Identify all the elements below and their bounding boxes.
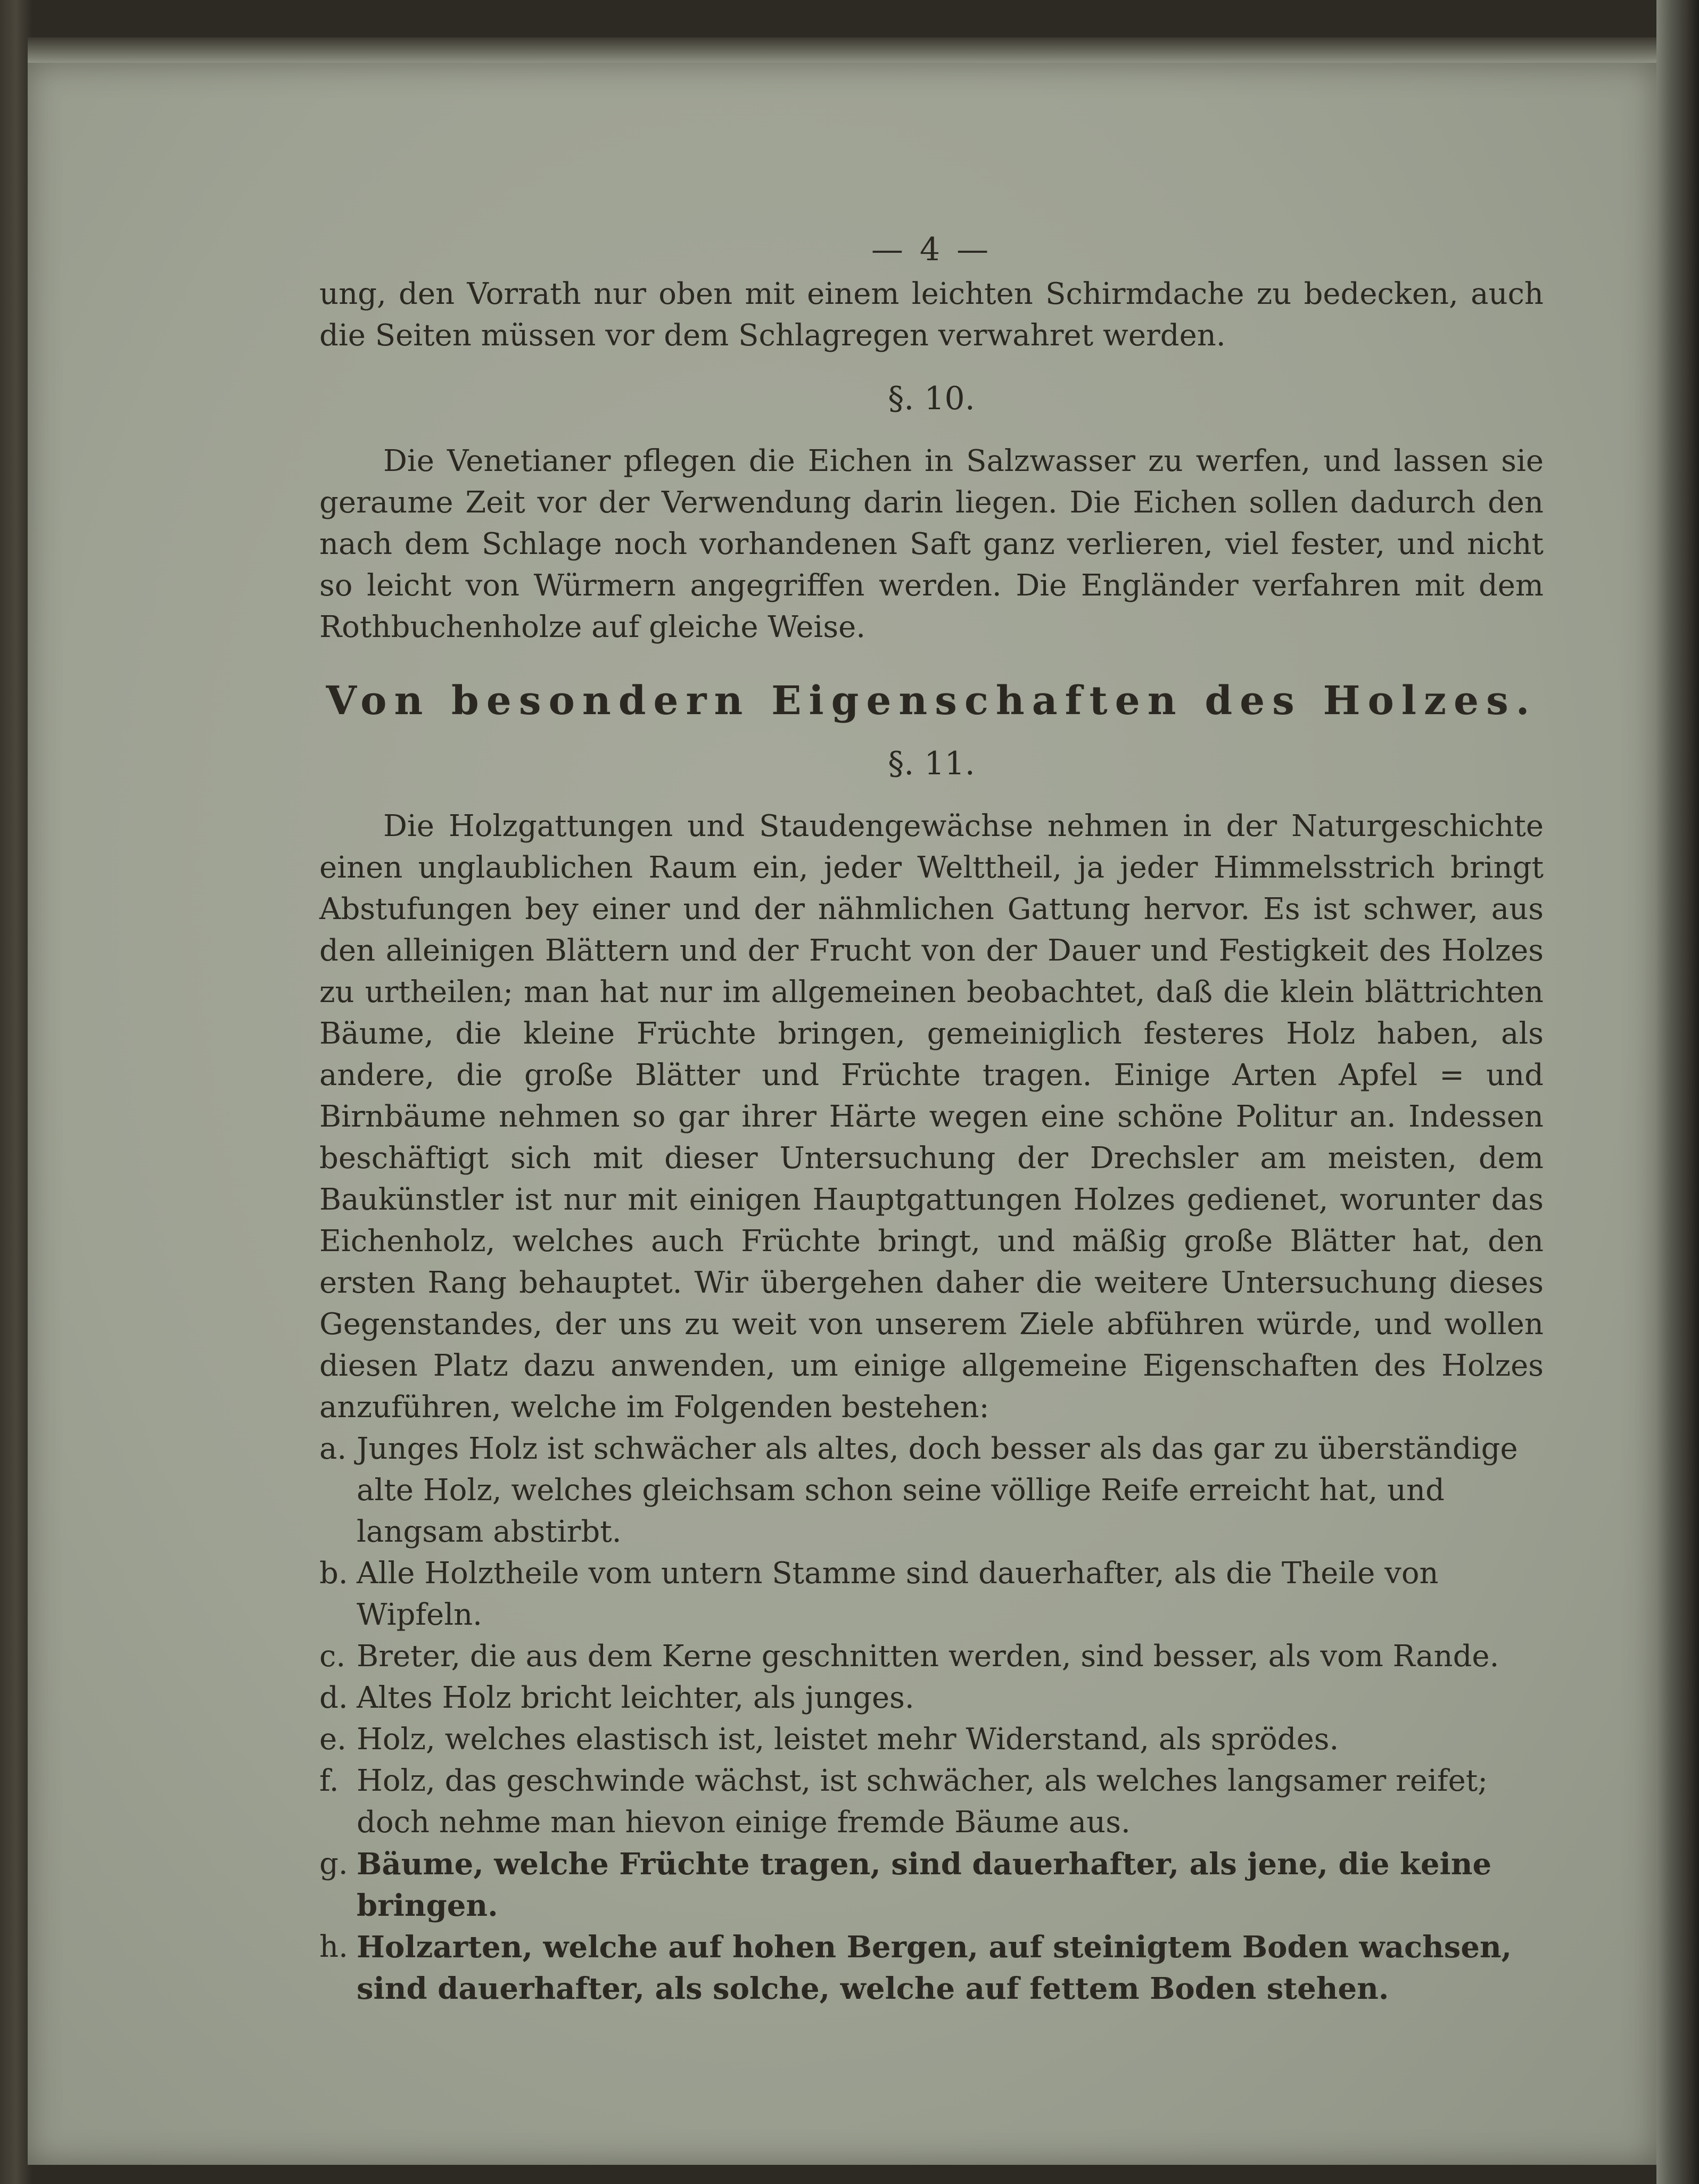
list-marker: e. — [319, 1722, 347, 1757]
list-item-text: Alle Holztheile vom untern Stamme sind dauerhafter, als die Theile von Wipfeln. — [357, 1556, 1439, 1632]
list-item — [319, 1760, 1544, 1843]
list-item-text: Breter, die aus dem Kerne geschnitten werden, sind besser, als vom Rande. — [357, 1639, 1499, 1674]
list-item — [319, 1553, 1544, 1636]
section-10-label: §. 10. — [888, 380, 975, 417]
list-item-text: Holzarten, welche auf hohen Bergen, auf steinigtem Boden wachsen, sind dauerhafter, als solche, welche auf fettem Boden stehen. — [357, 1930, 1512, 2006]
list-item — [319, 1843, 1544, 1926]
list-marker: a. — [319, 1432, 347, 1466]
list-item — [319, 1719, 1544, 1760]
list-item — [319, 1677, 1544, 1719]
list-marker: d. — [319, 1681, 348, 1715]
text-block — [319, 229, 1544, 2009]
properties-list — [319, 1428, 1544, 2009]
list-item-text: Holz, das geschwinde wächst, ist schwächer, als welches langsamer reifet; doch nehme man hievon einige fremde Bäume aus. — [357, 1764, 1488, 1840]
intro-paragraph: ung, den Vorrath nur oben mit einem leichten Schirmdache zu bedecken, auch die Seiten müssen vor dem Schlagregen verwahret werden. — [319, 277, 1544, 353]
page-right-edge — [1656, 0, 1699, 2184]
list-marker: h. — [319, 1930, 348, 1964]
section-11-label: §. 11. — [888, 745, 975, 782]
page-number: — 4 — — [871, 231, 992, 268]
list-marker: f. — [319, 1764, 339, 1798]
list-item-text: Altes Holz bricht leichter, als junges. — [357, 1681, 914, 1715]
section-heading: Von besondern Eigenschaften des Holzes. — [326, 678, 1537, 724]
list-item — [319, 1428, 1544, 1553]
list-item-text: Junges Holz ist schwächer als altes, doch besser als das gar zu überständige alte Holz, welches gleichsam schon seine völlige Reife erreicht hat, und langsam abstirbt. — [357, 1432, 1518, 1549]
list-marker: c. — [319, 1639, 346, 1674]
section-11-text: Die Holzgattungen und Staudengewächse nehmen in der Naturgeschichte einen unglaublichen Raum ein, jeder Welttheil, ja jeder Himmelsstrich bringt Abstufungen bey einer und der nähmlichen Gattung hervor. Es ist schwer, aus den alleinigen Blättern und der Frucht von der Dauer und Festigkeit des Holzes zu urtheilen; man hat nur im allgemeinen beobachtet, daß die klein blättrichten Bäume, die kleine Früchte bringen, gemeiniglich festeres Holz haben, als andere, die große Blätter und Früchte tragen. Einige Arten Apfel = und Birnbäume nehmen so gar ihrer Härte wegen eine schöne Politur an. Indessen beschäftigt sich mit dieser Untersuchung der Drechsler am meisten, dem Baukünstler ist nur mit einigen Hauptgattungen Holzes gedienet, worunter das Eichenholz, welches auch Früchte bringt, und mäßig große Blätter hat, den ersten Rang behauptet. Wir übergehen daher die weitere Untersuchung dieses Gegenstandes, der uns zu weit von unserem Ziele abführen würde, und wollen diesen Platz dazu anwenden, um einige allgemeine Eigenschaften des Holzes anzuführen, welche im Folgenden bestehen: — [319, 809, 1544, 1425]
list-item-text: Holz, welches elastisch ist, leistet mehr Widerstand, als sprödes. — [357, 1722, 1339, 1757]
section-10-text: Die Venetianer pflegen die Eichen in Salzwasser zu werfen, und lassen sie geraume Zeit vor der Verwendung darin liegen. Die Eichen sollen dadurch den nach dem Schlage noch vorhandenen Saft ganz verlieren, viel fester, und nicht so leicht von Würmern angegriffen werden. Die Engländer verfahren mit dem Rothbuchenholze auf gleiche Weise. — [319, 444, 1544, 644]
list-item — [319, 1926, 1544, 2009]
list-marker: b. — [319, 1556, 348, 1591]
page-top-edge — [28, 37, 1656, 63]
list-item-text: Bäume, welche Früchte tragen, sind dauerhafter, als jene, die keine bringen. — [357, 1847, 1492, 1923]
list-item — [319, 1636, 1544, 1677]
list-marker: g. — [319, 1847, 348, 1881]
